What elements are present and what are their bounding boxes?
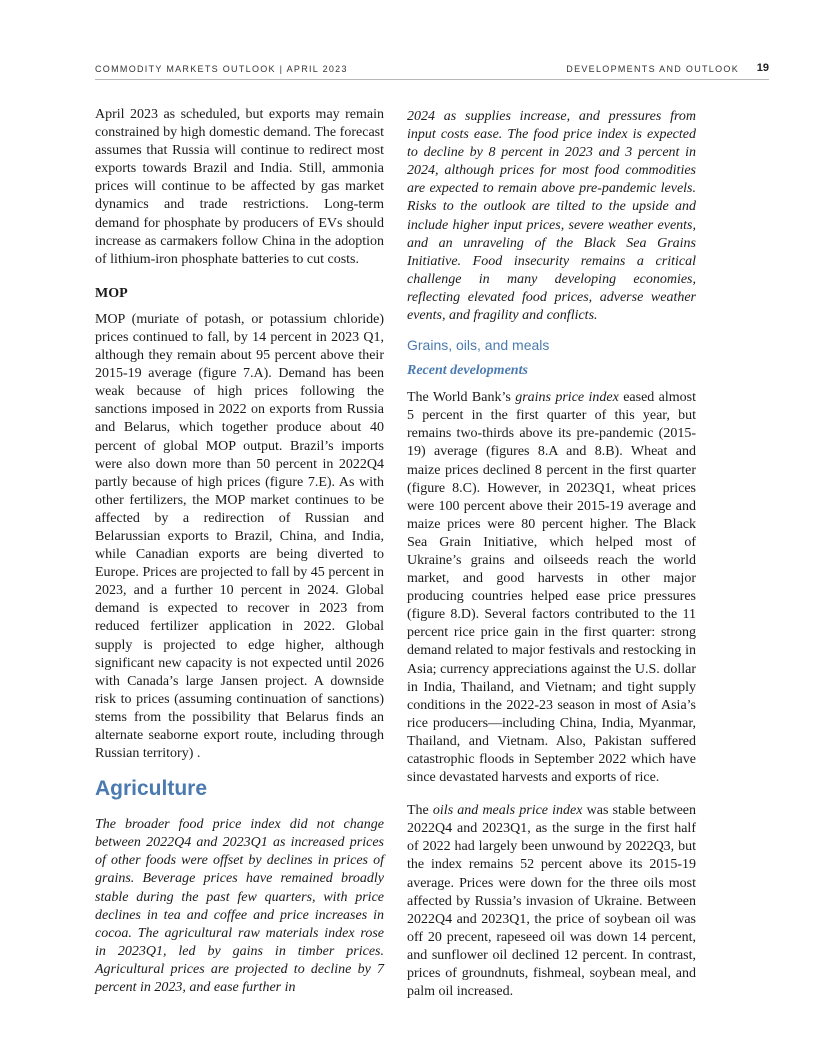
grains-oils-meals-heading: Grains, oils, and meals bbox=[407, 337, 550, 354]
header-rule bbox=[95, 79, 769, 80]
oils-index-term: oils and meals price index bbox=[432, 803, 583, 819]
grains-index-term: grains price index bbox=[515, 390, 619, 406]
grains-paragraph bbox=[407, 389, 696, 787]
grains-rest: eased almost 5 percent in the first quarter of this year, but remains two-thirds above its pre-pandemic (2015-19) average (figures 8.A and 8.B). Wheat and maize prices declined 8 percent in the first quarter (figure 8.C). However, in 2023Q1, wheat prices were 100 percent above their 2015-19 average and maize prices were 80 percent higher. The Black Sea Grain Initiative, which helped most of Ukraine’s grains and oilseeds reach the world market, and good harvests in other major producing countries helped ease price pressures (figure 8.D). Several factors contributed to the 11 percent rice price gain in the first quarter: strong demand related to major festivals and restocking in Asia; currency appreciations against the U.S. dollar in India, Thailand, and Vietnam; and tight supply conditions in the 2022-23 season in most of Asia’s rice producers—including China, India, Myanmar, Thailand, and Vietnam. Also, Pakistan suffered catastrophic floods in September 2022 which have since devastated harvests and exports of rice. bbox=[407, 390, 697, 786]
right-column bbox=[407, 108, 696, 1001]
oils-meals-paragraph bbox=[407, 802, 696, 1001]
phosphate-paragraph: April 2023 as scheduled, but exports may remain constrained by high domestic demand. The forecast assumes that Russia will continue to redirect most exports towards Brazil and India. Still, ammonia prices will continue to be affected by gas market dynamics and trade restrictions. Long-term demand for phosphate by producers of EVs should increase as carmakers follow China in the adoption of lithium-iron phosphate batteries to cut costs. bbox=[95, 107, 384, 267]
mop-heading: MOP bbox=[95, 285, 128, 301]
publication-title: COMMODITY MARKETS OUTLOOK | APRIL 2023 bbox=[95, 64, 348, 74]
running-header bbox=[95, 62, 769, 80]
mop-paragraph: MOP (muriate of potash, or potassium chloride) prices continued to fall, by 14 percent in 2023 Q1, although they remain about 95 percent above their 2015-19 average (figure 7.A). Demand has been weak because of high prices following the sanctions imposed in 2022 on exports from Russia and Belarus, which together produce about 40 percent of global MOP output. Brazil’s imports were also down more than 50 percent in 2022Q4 partly because of high prices (figure 7.E). As with other fertilizers, the MOP market continues to be affected by a redirection of Russian and Belarussian exports to Brazil, China, and India, while Canadian exports are being diverted to Europe. Prices are projected to fall by 45 percent in 2023, and a further 10 percent in 2024. Global demand is expected to recover in 2023 from reduced fertilizer application in 2022. Global supply is projected to edge higher, although significant new capacity is not expected until 2026 with Canada’s large Jansen project. A downside risk to prices (assuming continuation of sanctions) stems from the possibility that Belarus finds an alternate seaborne export route, including through Russian territory) . bbox=[95, 311, 384, 762]
oils-lead: The bbox=[407, 803, 433, 819]
agriculture-heading: Agriculture bbox=[95, 777, 208, 801]
recent-developments-heading: Recent developments bbox=[407, 363, 528, 379]
page-number: 19 bbox=[756, 62, 769, 74]
left-column bbox=[95, 106, 384, 997]
oils-rest: was stable between 2022Q4 and 2023Q1, as the surge in the first half of 2022 had largely been unwound by 2022Q3, but the index remains 52 percent above its 2015-19 average. Prices were down for the three oils most affected by Russia’s invasion of Ukraine. Between 2022Q4 and 2023Q1, the price of soybean oil was off 20 precent, rapeseed oil was down 14 percent, and sunflower oil declined 12 percent. In contrast, prices of groundnuts, fishmeal, soybean meal, and palm oil increased. bbox=[407, 803, 696, 1000]
grains-lead: The World Bank’s bbox=[407, 390, 516, 406]
section-title: DEVELOPMENTS AND OUTLOOK bbox=[566, 64, 739, 74]
agriculture-summary: The broader food price index did not change between 2022Q4 and 2023Q1 as increased prices of other foods were offset by declines in prices of grains. Beverage prices have remained broadly stable during the past few quarters, with price declines in tea and coffee and price increases in cocoa. The agricultural raw materials index rose in 2023Q1, led by gains in timber prices. Agricultural prices are projected to decline by 7 percent in 2023, and ease further in bbox=[95, 817, 384, 996]
agriculture-summary-continued: 2024 as supplies increase, and pressures from input costs ease. The food price index is expected to decline by 8 percent in 2023 and 3 percent in 2024, although prices for most food commodities are expected to remain above pre-pandemic levels. Risks to the outlook are tilted to the upside and include higher input prices, severe weather events, and an unraveling of the Black Sea Grains Initiative. Food insecurity remains a critical challenge in many developing economies, reflecting elevated food prices, adverse weather events, and fragility and conflicts. bbox=[407, 109, 696, 324]
